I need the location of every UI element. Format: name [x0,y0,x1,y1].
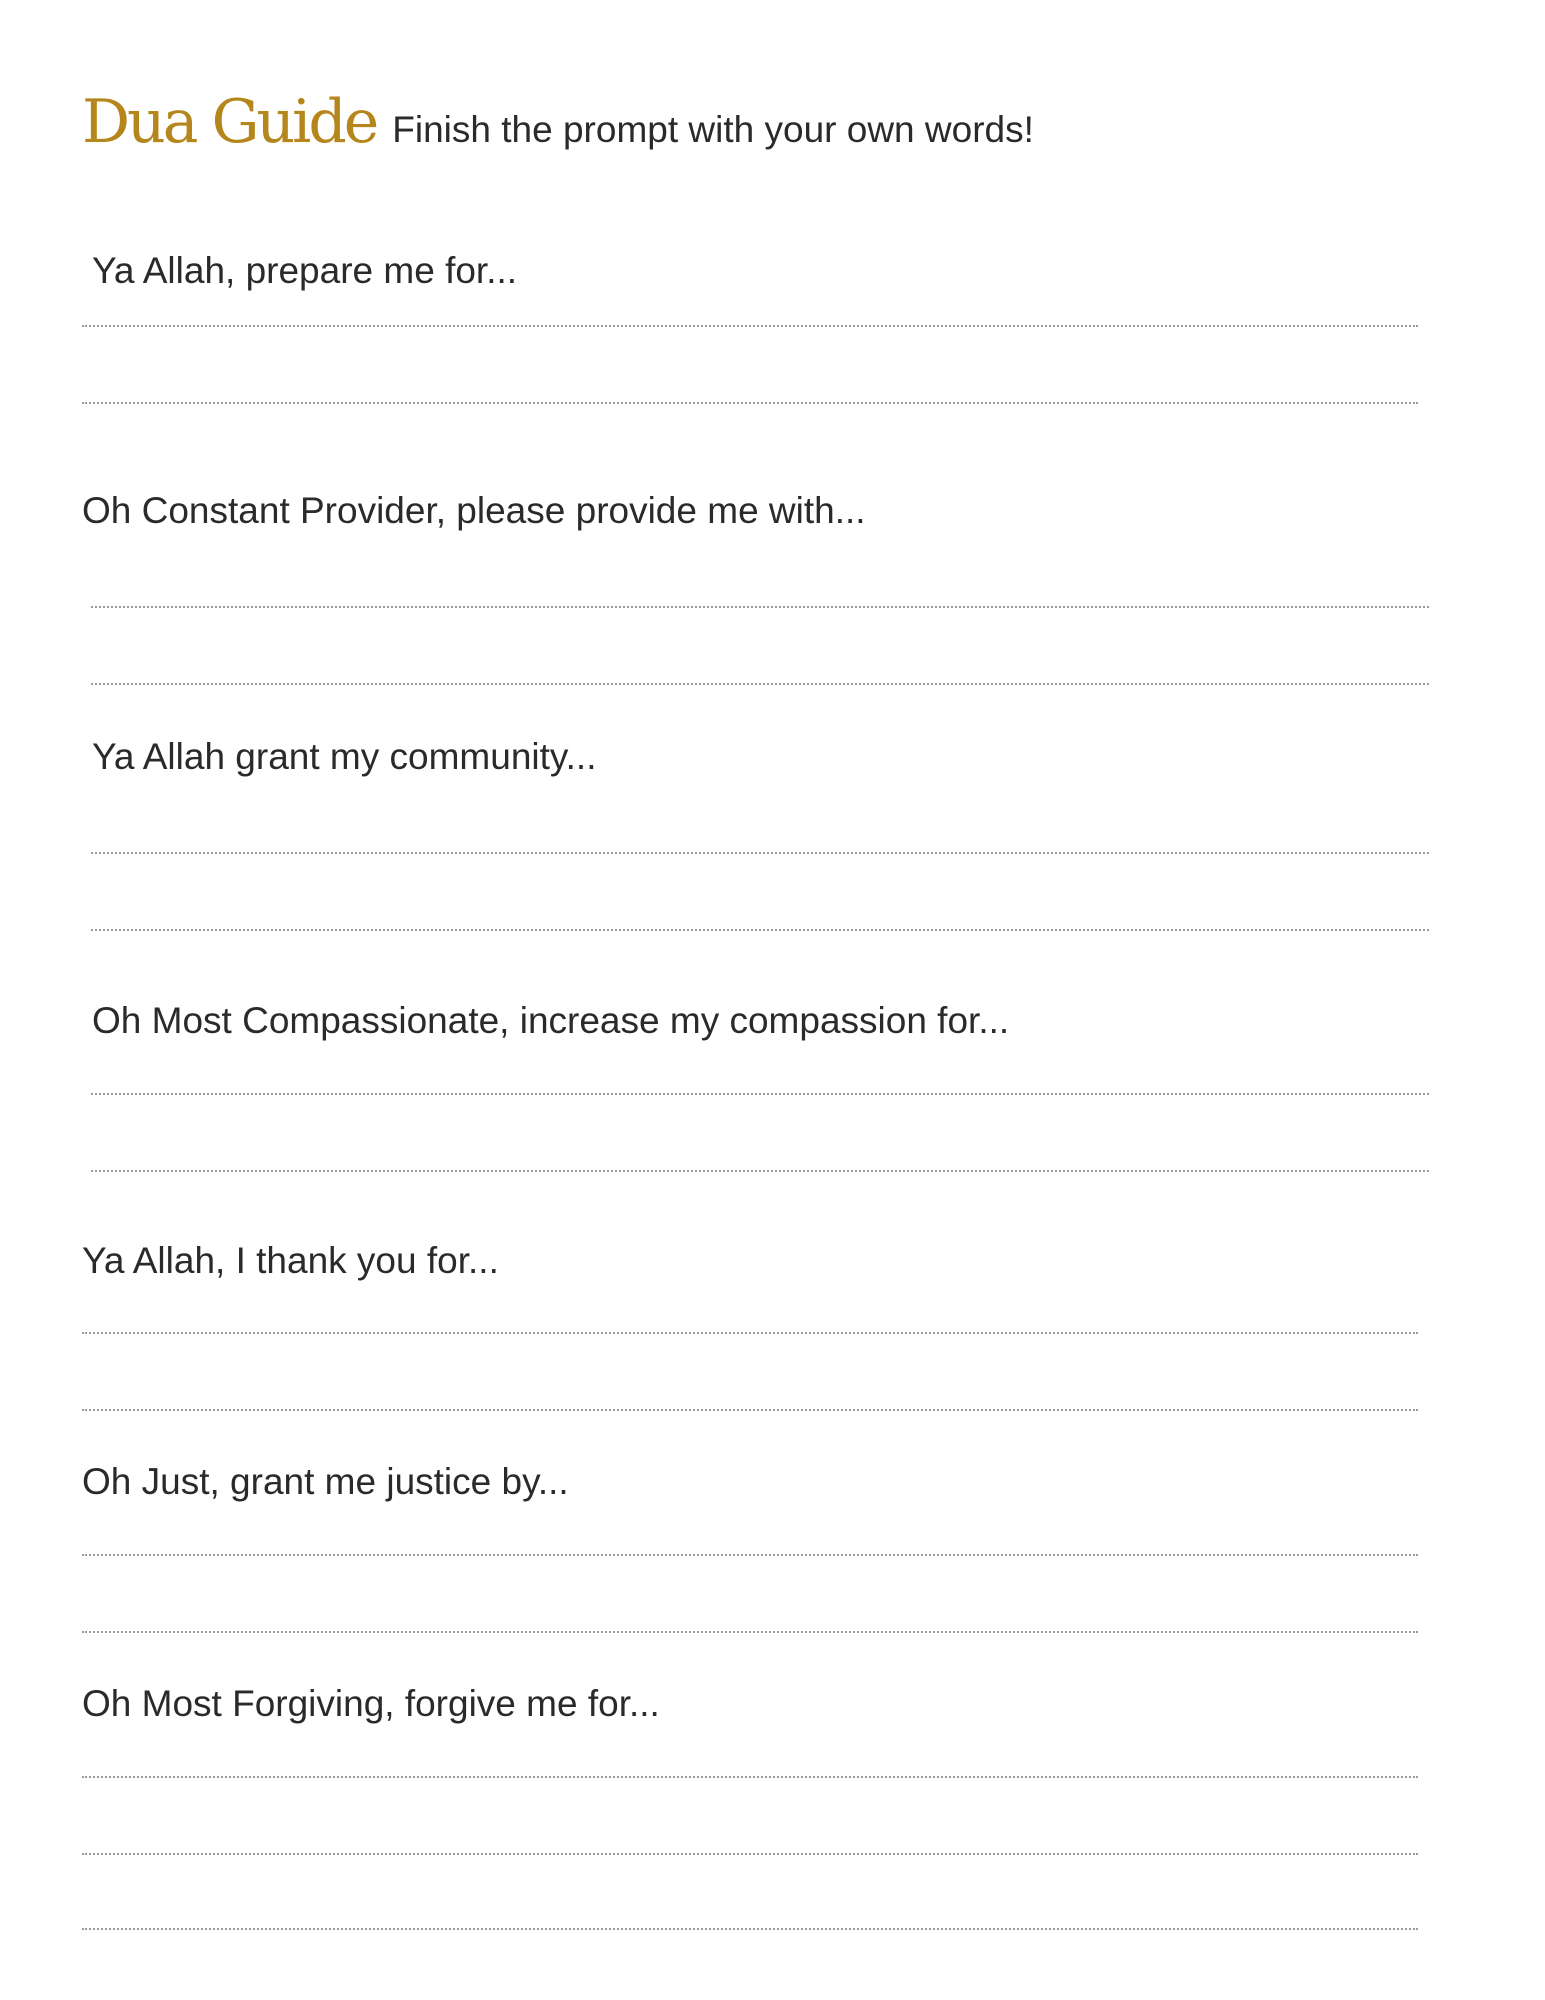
prompt-prepare: Ya Allah, prepare me for... [92,250,518,291]
writing-line[interactable] [82,1853,1418,1855]
writing-line[interactable] [82,1332,1418,1334]
writing-line[interactable] [91,683,1429,685]
prompt-justice: Oh Just, grant me justice by... [82,1461,569,1502]
page-header [82,87,1034,157]
writing-line[interactable] [91,852,1429,854]
writing-line[interactable] [82,1409,1418,1411]
writing-line[interactable] [82,1631,1418,1633]
prompt-community: Ya Allah grant my community... [92,736,597,777]
writing-line[interactable] [91,606,1429,608]
brand-title: Dua Guide [82,87,377,157]
writing-line[interactable] [82,325,1418,327]
writing-line[interactable] [91,1093,1429,1095]
writing-line[interactable] [91,929,1429,931]
prompt-compassion: Oh Most Compassionate, increase my compassion for... [92,1000,1010,1041]
prompt-provide: Oh Constant Provider, please provide me with... [82,490,866,531]
writing-line[interactable] [82,1776,1418,1778]
prompt-thank: Ya Allah, I thank you for... [82,1240,499,1281]
writing-line[interactable] [82,402,1418,404]
writing-line[interactable] [91,1170,1429,1172]
writing-line[interactable] [82,1928,1418,1930]
prompt-forgive: Oh Most Forgiving, forgive me for... [82,1683,660,1724]
page-subtitle: Finish the prompt with your own words! [392,109,1034,150]
writing-line[interactable] [82,1554,1418,1556]
